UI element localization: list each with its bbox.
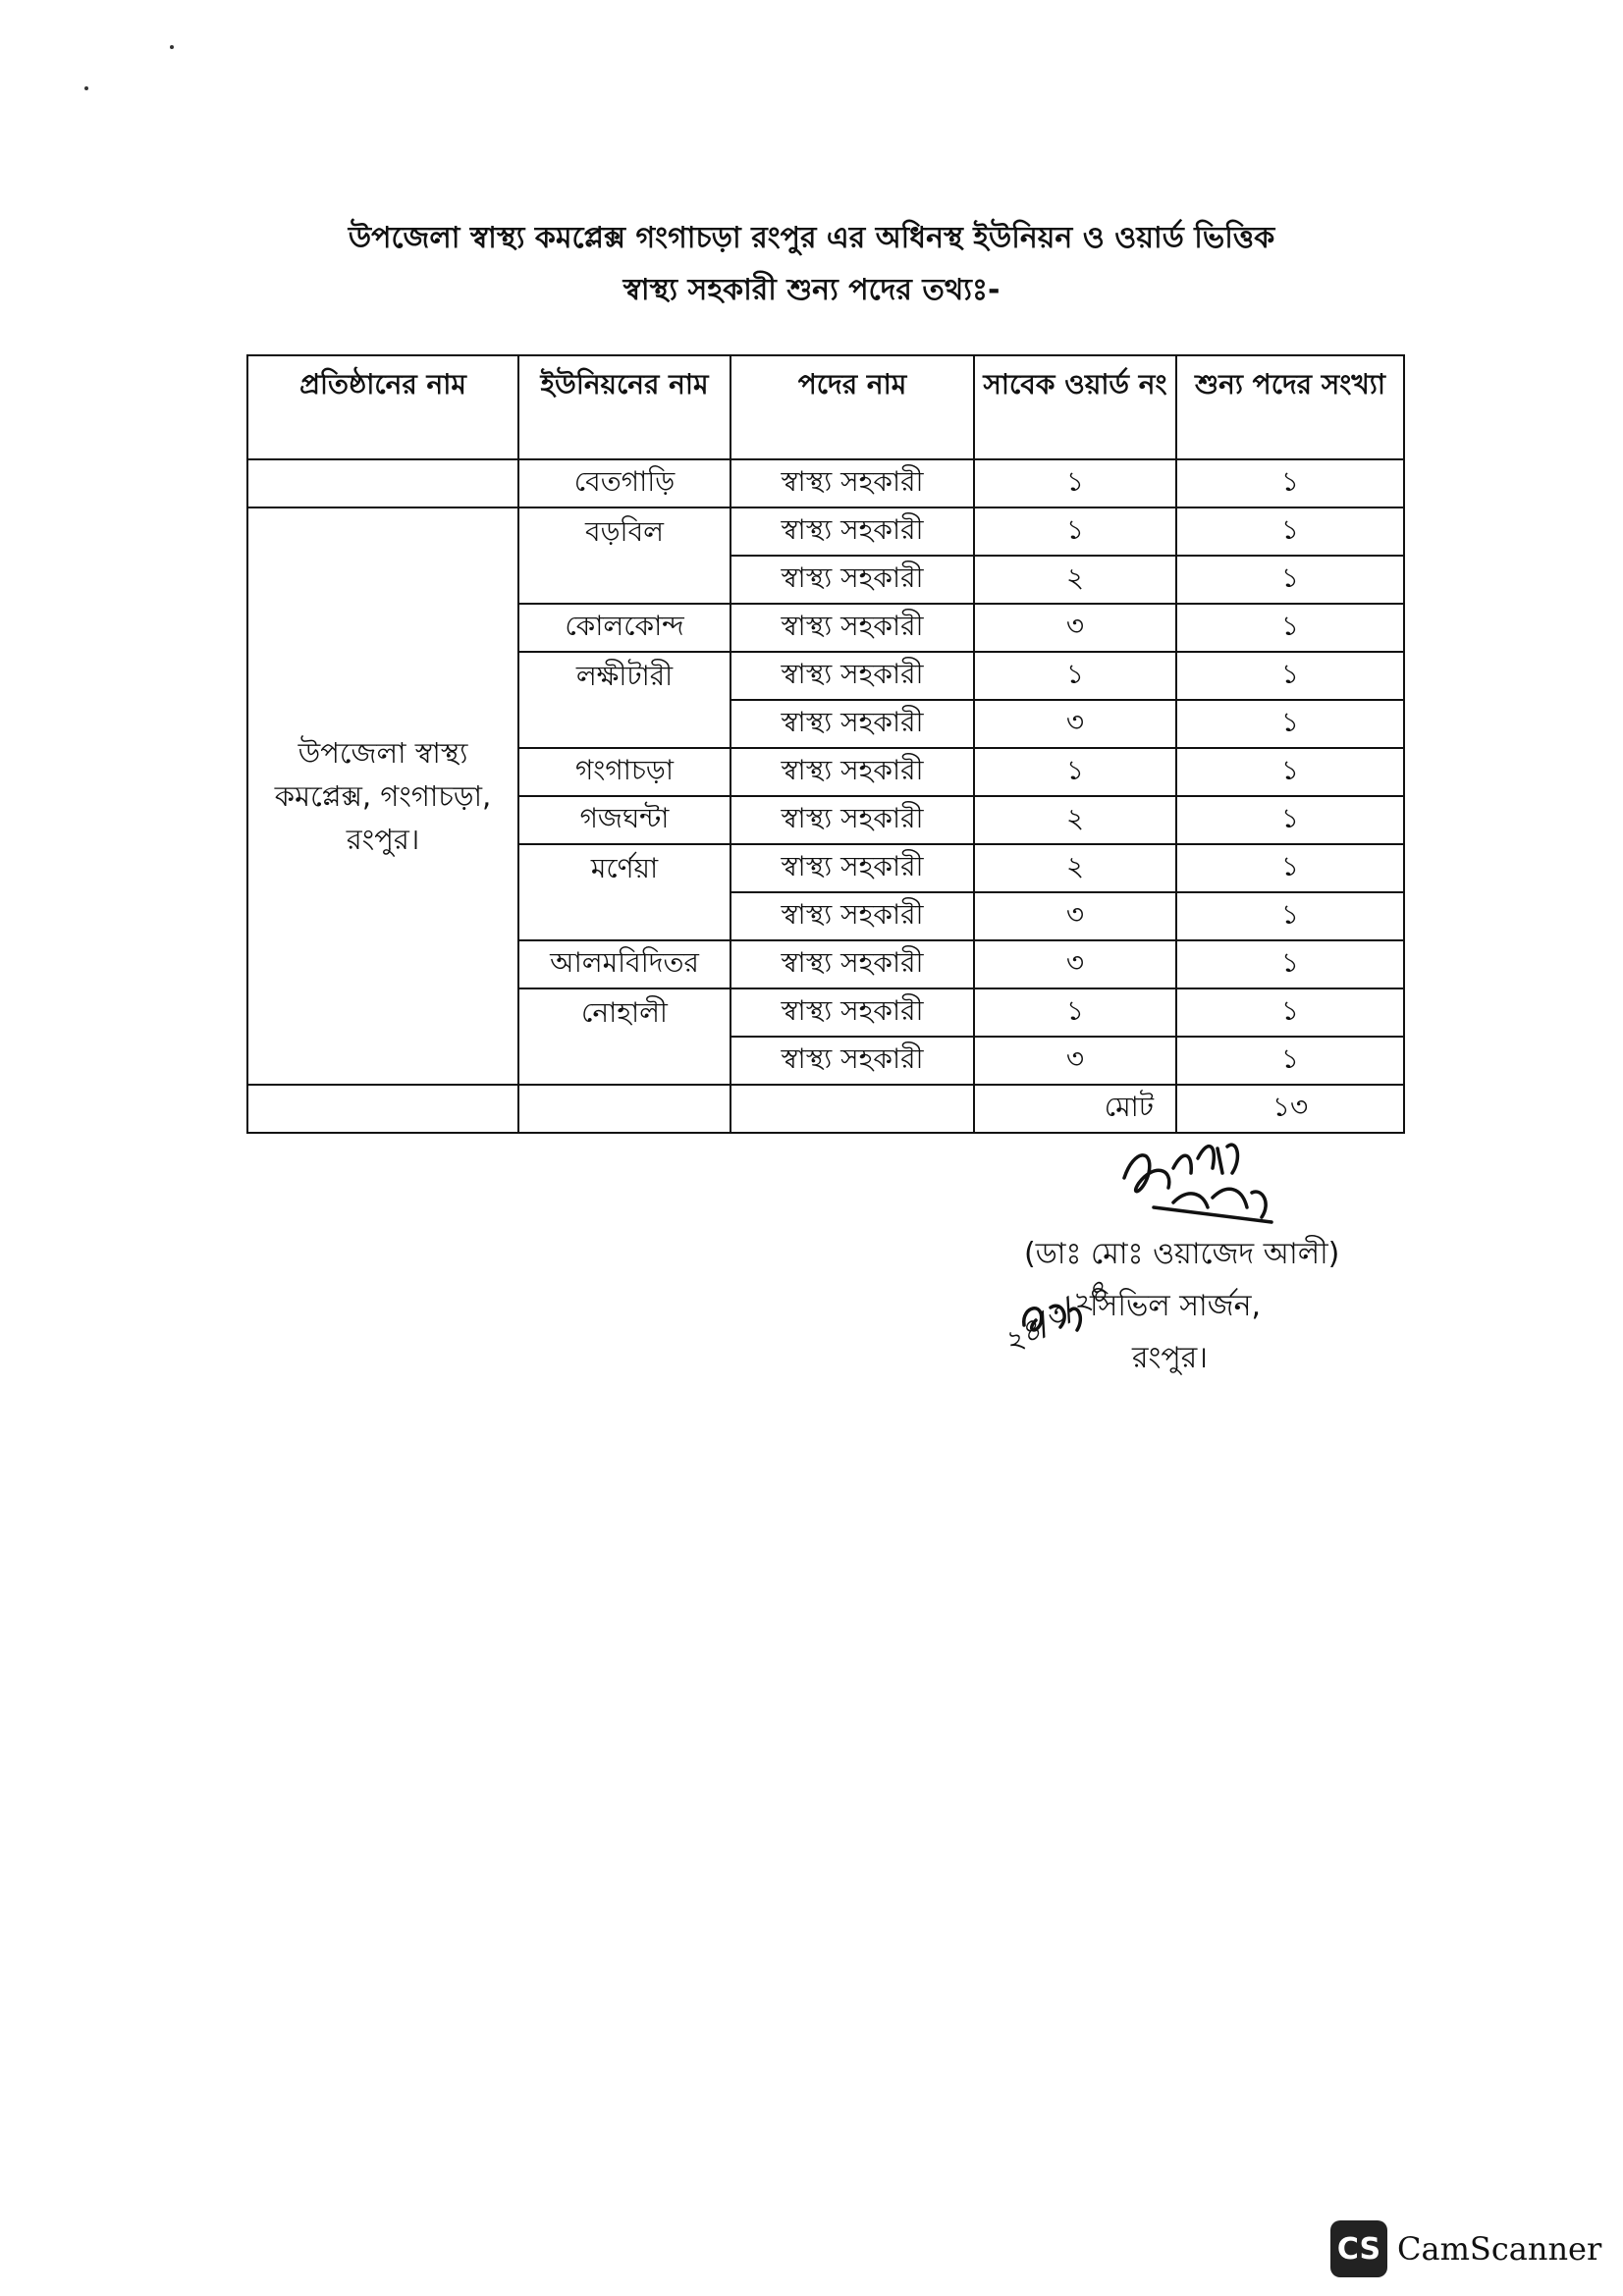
vacant-cell: ১: [1176, 556, 1404, 604]
handwritten-signature: [1114, 1129, 1291, 1237]
camscanner-logo-icon: CS: [1330, 2220, 1387, 2277]
signatory-name: (ডাঃ মোঃ ওয়াজেদ আলী): [1024, 1237, 1340, 1271]
header-ward: সাবেক ওয়ার্ড নং: [974, 355, 1176, 459]
ward-cell: ১: [974, 748, 1176, 796]
total-empty-cell: [518, 1085, 730, 1133]
ward-cell: ১: [974, 652, 1176, 700]
ward-cell: ৩: [974, 700, 1176, 748]
union-cell: আলমবিদিতর: [518, 940, 730, 988]
total-value: ১৩: [1176, 1085, 1404, 1133]
post-cell: স্বাস্থ্য সহকারী: [730, 796, 974, 844]
post-cell: স্বাস্থ্য সহকারী: [730, 844, 974, 892]
post-cell: স্বাস্থ্য সহকারী: [730, 604, 974, 652]
ward-cell: ৩: [974, 892, 1176, 940]
handwritten-date: ২৪/৩/২৪: [997, 1273, 1114, 1362]
ward-cell: ১: [974, 988, 1176, 1037]
vacant-cell: ১: [1176, 988, 1404, 1037]
document-title-line-2: স্বাস্থ্য সহকারী শুন্য পদের তথ্যঃ-: [622, 273, 1001, 307]
header-institution: প্রতিষ্ঠানের নাম: [247, 355, 518, 459]
vacant-cell: ১: [1176, 652, 1404, 700]
vacant-cell: ১: [1176, 459, 1404, 507]
header-union: ইউনিয়নের নাম: [518, 355, 730, 459]
post-cell: স্বাস্থ্য সহকারী: [730, 507, 974, 556]
table-header-row: [247, 355, 1404, 459]
vacant-cell: ১: [1176, 700, 1404, 748]
vacant-cell: ১: [1176, 796, 1404, 844]
header-vacant: শুন্য পদের সংখ্যা: [1176, 355, 1404, 459]
total-label: মোট: [974, 1085, 1176, 1133]
signatory-location: রংপুর।: [1132, 1341, 1209, 1375]
institution-cell: উপজেলা স্বাস্থ্য কমপ্লেক্স, গংগাচড়া, রংপুর।: [247, 507, 518, 1085]
ward-cell: ২: [974, 796, 1176, 844]
camscanner-watermark: [1330, 2220, 1601, 2277]
vacancy-table: [246, 354, 1405, 1134]
post-cell: স্বাস্থ্য সহকারী: [730, 459, 974, 507]
post-cell: স্বাস্থ্য সহকারী: [730, 988, 974, 1037]
ward-cell: ১: [974, 459, 1176, 507]
table-row: [247, 507, 1404, 556]
post-cell: স্বাস্থ্য সহকারী: [730, 700, 974, 748]
ward-cell: ৩: [974, 940, 1176, 988]
total-row: [247, 1085, 1404, 1133]
vacant-cell: ১: [1176, 844, 1404, 892]
post-cell: স্বাস্থ্য সহকারী: [730, 892, 974, 940]
post-cell: স্বাস্থ্য সহকারী: [730, 556, 974, 604]
post-cell: স্বাস্থ্য সহকারী: [730, 940, 974, 988]
union-cell: লক্ষীটারী: [518, 652, 730, 748]
union-cell: মর্ণেয়া: [518, 844, 730, 940]
scan-speck: [170, 45, 174, 49]
union-cell: বড়বিল: [518, 507, 730, 604]
header-post: পদের নাম: [730, 355, 974, 459]
vacant-cell: ১: [1176, 748, 1404, 796]
signatory-designation: সিভিল সার্জন,: [1090, 1289, 1262, 1323]
vacant-cell: ১: [1176, 507, 1404, 556]
union-cell: নোহালী: [518, 988, 730, 1085]
total-empty-cell: [247, 1085, 518, 1133]
scan-speck: [84, 86, 88, 90]
vacant-cell: ১: [1176, 892, 1404, 940]
ward-cell: ৩: [974, 604, 1176, 652]
union-cell: গজঘন্টা: [518, 796, 730, 844]
union-cell: গংগাচড়া: [518, 748, 730, 796]
camscanner-label: CamScanner: [1397, 2230, 1602, 2268]
post-cell: স্বাস্থ্য সহকারী: [730, 748, 974, 796]
ward-cell: ১: [974, 507, 1176, 556]
union-cell: বেতগাড়ি: [518, 459, 730, 507]
union-cell: কোলকোন্দ: [518, 604, 730, 652]
ward-cell: ২: [974, 556, 1176, 604]
document-title-line-1: উপজেলা স্বাস্থ্য কমপ্লেক্স গংগাচড়া রংপুর এর অধিনস্থ ইউনিয়ন ও ওয়ার্ড ভিত্তিক: [348, 221, 1275, 255]
post-cell: স্বাস্থ্য সহকারী: [730, 652, 974, 700]
ward-cell: ২: [974, 844, 1176, 892]
institution-cell-empty: [247, 459, 518, 507]
post-cell: স্বাস্থ্য সহকারী: [730, 1037, 974, 1085]
ward-cell: ৩: [974, 1037, 1176, 1085]
vacant-cell: ১: [1176, 1037, 1404, 1085]
vacant-cell: ১: [1176, 940, 1404, 988]
vacant-cell: ১: [1176, 604, 1404, 652]
total-empty-cell: [730, 1085, 974, 1133]
table-row: [247, 459, 1404, 507]
